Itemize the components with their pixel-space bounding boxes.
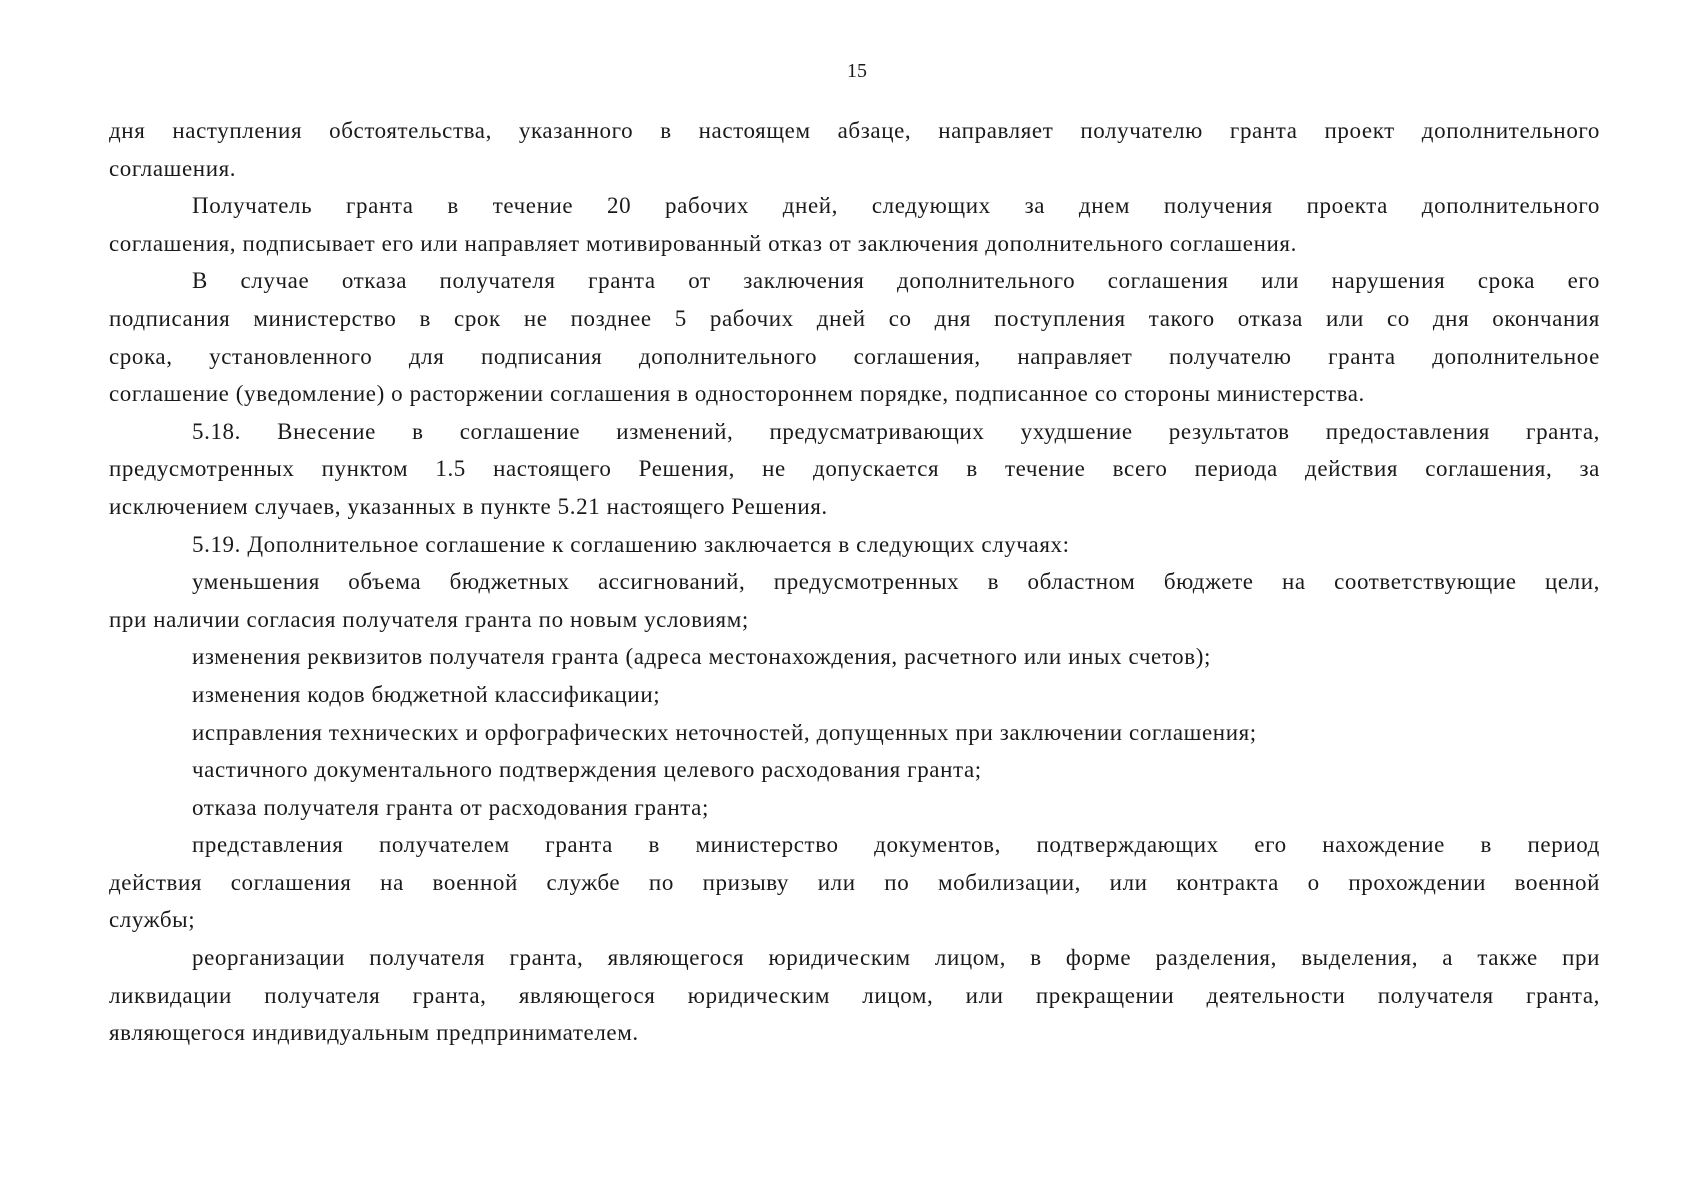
text-line: при наличии согласия получателя гранта по новым условиям; — [109, 606, 749, 632]
text-line: дня наступления обстоятельства, указанного в настоящем абзаце, направляет получателю гранта проект дополнительного — [109, 118, 1600, 143]
paragraph — [109, 826, 1600, 939]
text-line: срока, установленного для подписания дополнительного соглашения, направляет получателю гранта дополнительное — [109, 343, 1600, 369]
paragraph — [109, 262, 1600, 412]
paragraph — [109, 413, 1600, 526]
text-line: 5.18. Внесение в соглашение изменений, предусматривающих ухудшение результатов предоставления гранта, — [192, 418, 1600, 444]
text-line: являющегося индивидуальным предпринимателем. — [109, 1020, 639, 1046]
text-line: действия соглашения на военной службе по призыву или по мобилизации, или контракта о прохождении военной — [109, 869, 1600, 895]
text-line: ликвидации получателя гранта, являющегося юридическим лицом, или прекращении деятельности получателя гранта, — [109, 982, 1600, 1008]
text-line: службы; — [109, 907, 196, 933]
text-line: Получатель гранта в течение 20 рабочих дней, следующих за днем получения проекта дополнительного — [192, 193, 1600, 219]
paragraph — [109, 714, 1600, 752]
paragraph — [109, 751, 1600, 789]
text-line: частичного документального подтверждения целевого расходования гранта; — [192, 757, 982, 783]
paragraph — [109, 112, 1600, 187]
text-line: изменения кодов бюджетной классификации; — [192, 681, 661, 707]
paragraph — [109, 638, 1600, 676]
paragraph — [109, 187, 1600, 262]
text-line: реорганизации получателя гранта, являющегося юридическим лицом, в форме разделения, выделения, а также при — [192, 945, 1600, 971]
text-line: В случае отказа получателя гранта от заключения дополнительного соглашения или нарушения срока его — [192, 268, 1600, 294]
text-line: 5.19. Дополнительное соглашение к соглашению заключается в следующих случаях: — [192, 531, 1070, 557]
paragraph — [109, 939, 1600, 1052]
text-line: исключением случаев, указанных в пункте 5.21 настоящего Решения. — [109, 493, 828, 519]
text-line: уменьшения объема бюджетных ассигнований, предусмотренных в областном бюджете на соответствующие цели, — [192, 569, 1600, 595]
text-line: подписания министерство в срок не позднее 5 рабочих дней со дня поступления такого отказа или со дня окончания — [109, 305, 1600, 331]
text-line: представления получателем гранта в министерство документов, подтверждающих его нахождение в период — [192, 832, 1600, 858]
paragraph — [109, 526, 1600, 564]
text-line: соглашения, подписывает его или направляет мотивированный отказ от заключения дополнительного соглашения. — [109, 230, 1297, 256]
document-body — [109, 112, 1600, 1052]
paragraph — [109, 676, 1600, 714]
text-line: исправления технических и орфографических неточностей, допущенных при заключении соглашения; — [192, 719, 1257, 745]
text-line: соглашение (уведомление) о расторжении соглашения в одностороннем порядке, подписанное со стороны министерства. — [109, 381, 1365, 407]
page-number: 15 — [847, 60, 867, 82]
paragraph — [109, 789, 1600, 827]
paragraph — [109, 563, 1600, 638]
text-line: отказа получателя гранта от расходования гранта; — [192, 794, 709, 820]
text-line: предусмотренных пунктом 1.5 настоящего Решения, не допускается в течение всего периода действия соглашения, за — [109, 456, 1600, 482]
text-line: изменения реквизитов получателя гранта (адреса местонахождения, расчетного или иных счетов); — [192, 644, 1211, 670]
text-line: соглашения. — [109, 155, 237, 181]
